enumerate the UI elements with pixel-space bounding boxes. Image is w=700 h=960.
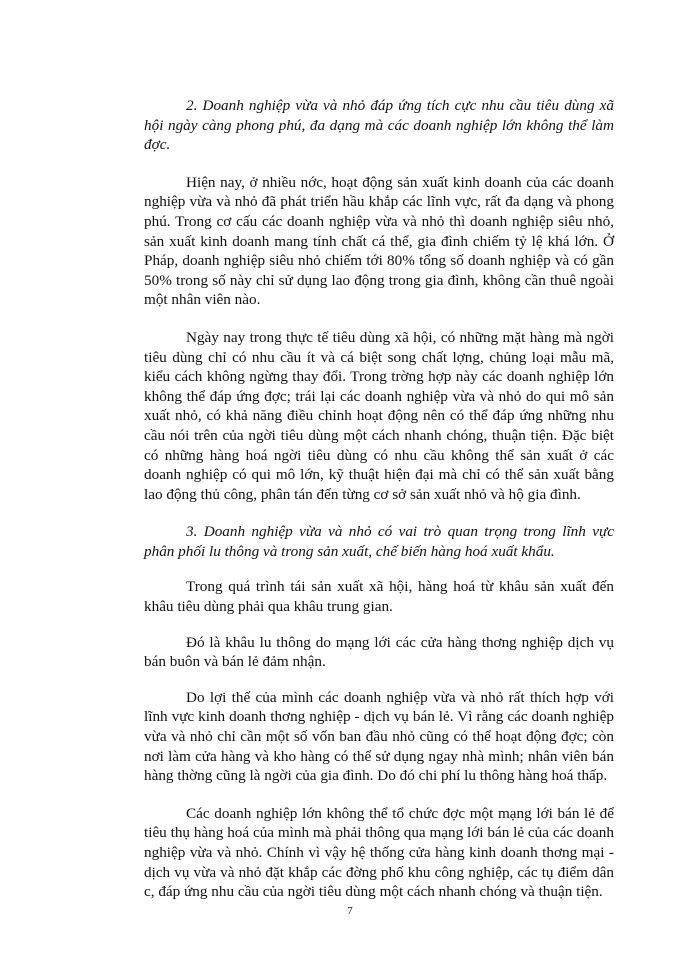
body-paragraph: Trong quá trình tái sản xuất xã hội, hàng hoá từ khâu sản xuất đến khâu tiêu dùng phải qua khâu trung gian. (144, 578, 614, 616)
body-paragraph: Các doanh nghiệp lớn không thể tổ chức đợc một mạng lới bán lẻ để tiêu thụ hàng hoá của mình mà phải thông qua mạng lới bán lẻ của các doanh nghiệp vừa và nhỏ. Chính vì vậy hệ thống cửa hàng kinh doanh thơng mại - dịch vụ vừa và nhỏ đặt khắp các đờng phố khu công nghiệp, các tụ điểm dân c, đáp ứng nhu cầu của ngời tiêu dùng một cách nhanh chóng và thuận tiện. (144, 804, 614, 901)
body-paragraph: Ngày nay trong thực tế tiêu dùng xã hội, có những mặt hàng mà ngời tiêu dùng chỉ có nhu cầu ít và cá biệt song chất lợng, chủng loại mẫu mã, kiểu cách không ngừng thay đổi. Trong trờng hợp này các doanh nghiệp lớn không thể đáp ứng đợc; trái lại các doanh nghiệp vừa và nhỏ do qui mô sản xuất nhỏ, có khả năng điều chỉnh hoạt động nên có thể đáp ứng những nhu cầu nói trên của ngời tiêu dùng một cách nhanh chóng, thuận tiện. Đặc biệt có những hàng hoá ngời tiêu dùng có nhu cầu không thể sản xuất ở các doanh nghiệp có qui mô lớn, kỹ thuật hiện đại mà chỉ có thể sản xuất bằng lao động thủ công, phân tán đến từng cơ sở sản xuất nhỏ và hộ gia đình. (144, 328, 614, 503)
body-paragraph: Hiện nay, ở nhiều nớc, hoạt động sản xuất kinh doanh của các doanh nghiệp vừa và nhỏ đã phát triển hầu khắp các lĩnh vực, rất đa dạng và phong phú. Trong cơ cấu các doanh nghiệp vừa và nhỏ thì doanh nghiệp siêu nhỏ, sản xuất kinh doanh mang tính chất cá thể, gia đình chiếm tỷ lệ khá lớn. Ở Pháp, doanh nghiệp siêu nhỏ chiếm tới 80% tổng số doanh nghiệp và có gần 50% trong số này chỉ sử dụng lao động trong gia đình, không cần thuê ngoài một nhân viên nào. (144, 173, 614, 309)
section-heading-2: 2. Doanh nghiệp vừa và nhỏ đáp ứng tích cực nhu cầu tiêu dùng xã hội ngày càng phong phú, đa dạng mà các doanh nghiệp lớn không thể làm đợc. (144, 97, 614, 154)
body-paragraph: Đó là khâu lu thông do mạng lới các cửa hàng thơng nghiệp dịch vụ bán buôn và bán lẻ đảm nhận. (144, 633, 614, 671)
page-number: 7 (347, 905, 353, 917)
body-paragraph: Do lợi thế của mình các doanh nghiệp vừa và nhỏ rất thích hợp với lĩnh vực kinh doanh thơng nghiệp - dịch vụ bán lẻ. Vì rằng các doanh nghiệp vừa và nhỏ chỉ cần một số vốn ban đầu nhỏ cũng có thể hoạt động đợc; còn nơi làm cửa hàng và kho hàng có thể sử dụng ngay nhà mình; nhân viên bán hàng thờng cũng là ngời của gia đình. Do đó chi phí lu thông hàng hoá thấp. (144, 688, 614, 785)
section-heading-3: 3. Doanh nghiệp vừa và nhỏ có vai trò quan trọng trong lĩnh vực phân phối lu thông và trong sản xuất, chế biến hàng hoá xuất khẩu. (144, 523, 614, 560)
document-page (144, 96, 614, 902)
